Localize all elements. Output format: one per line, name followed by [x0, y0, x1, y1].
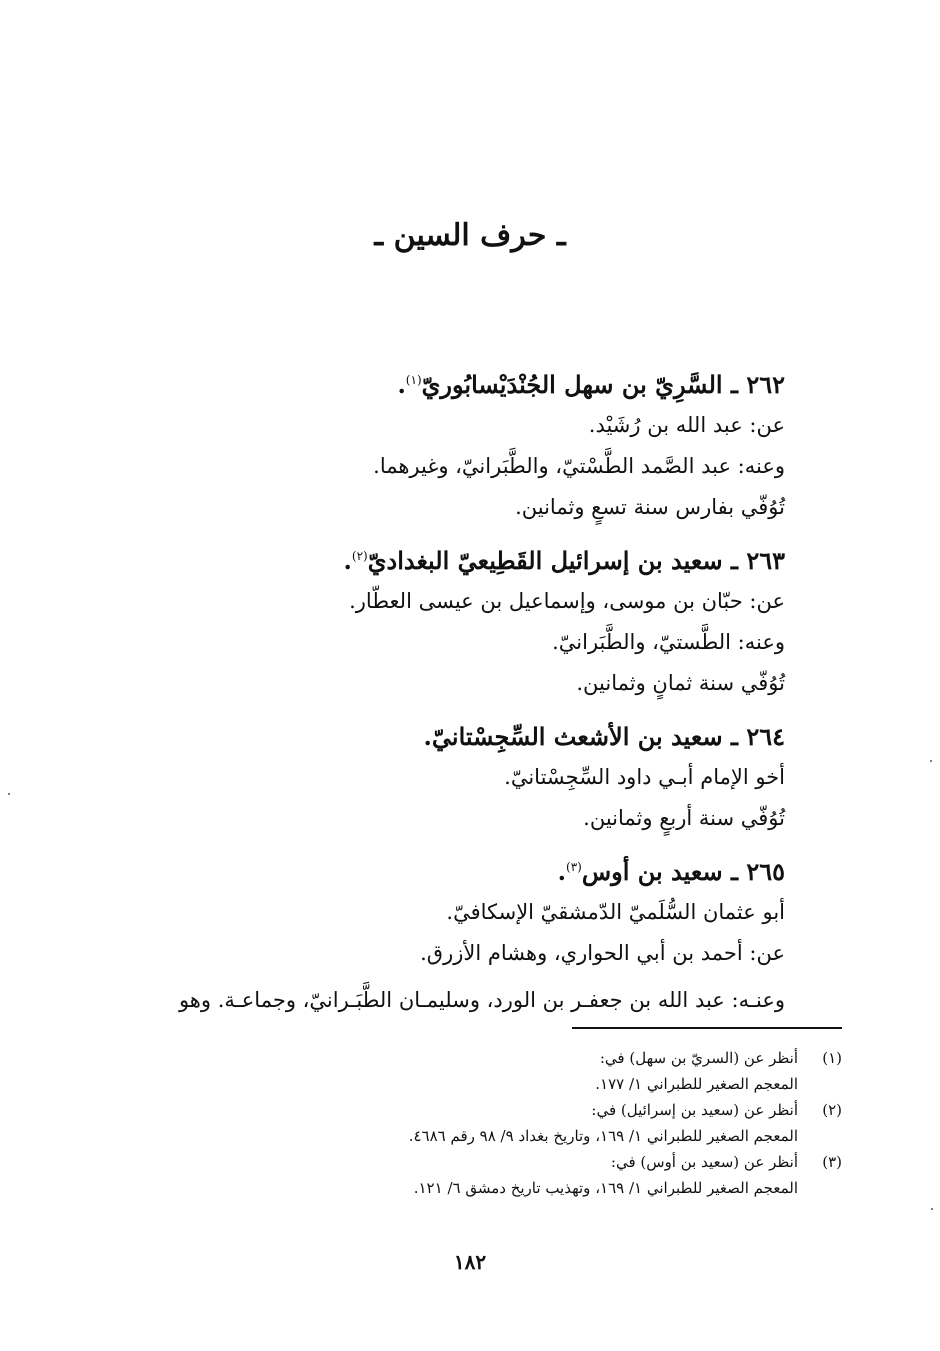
entry-heading [95, 536, 785, 581]
entry-263 [95, 536, 785, 704]
footnote-line: أنظر عن (سعيد بن إسرائيل) في: [591, 1101, 798, 1119]
entry-heading [95, 712, 785, 757]
footnote-number: (١) [822, 1049, 842, 1067]
footnote-1 [122, 1045, 842, 1097]
entry-line: وعنـه: عبد الله بن جعفـر بن الورد، وسليمـان الطَّبَـرانيّ، وجماعـة. وهو [178, 988, 785, 1012]
scan-speck [930, 760, 932, 762]
page-number: ١٨٢ [453, 1250, 487, 1274]
footnote-reference[interactable]: (١) [405, 373, 422, 387]
footnote-2 [122, 1097, 842, 1149]
entry-line: وعنه: عبد الصَّمد الطَّسْتيّ، والطَّبَرانيّ، وغيرهما. [373, 454, 785, 478]
footnote-number: (٢) [822, 1101, 842, 1119]
scan-speck [931, 1208, 933, 1210]
footnote-line: أنظر عن (سعيد بن أوس) في: [610, 1153, 798, 1171]
footnote-text [122, 1097, 798, 1149]
chapter-title: ـ حرف السين ـ [374, 218, 566, 253]
entries-body [95, 360, 785, 1029]
entry-heading [95, 847, 785, 892]
entry-heading-end: . [343, 546, 352, 575]
entry-line: وعنه: الطَّستيّ، والطَّبَرانيّ. [552, 630, 785, 654]
entry-264 [95, 712, 785, 839]
scan-speck [8, 793, 10, 795]
footnote-reference[interactable]: (٣) [566, 860, 582, 874]
entry-line: تُوُفّي سنة ثمانٍ وثمانين. [576, 671, 785, 695]
entry-heading-text: ٢٦٣ ـ سعيد بن إسرائيل القَطِيعيّ البغداديّ [367, 546, 785, 575]
footnote-text [122, 1045, 798, 1097]
footnote-line: المعجم الصغير للطبراني ١/ ١٦٩، وتاريخ بغداد ٩/ ٩٨ رقم ٤٦٨٦. [408, 1127, 798, 1145]
entry-line: أخو الإمام أبـي داود السِّجِسْتانيّ. [504, 765, 785, 789]
entry-262 [95, 360, 785, 528]
entry-heading-end: . [423, 722, 432, 751]
entry-heading-text: ٢٦٥ ـ سعيد بن أوس [581, 857, 785, 886]
footnote-separator [572, 1027, 842, 1029]
entry-265 [95, 847, 785, 1021]
entry-line: عن: حبّان بن موسى، وإسماعيل بن عيسى العطّار. [349, 589, 785, 613]
entry-line: تُوُفّي بفارس سنة تسعٍ وثمانين. [515, 495, 785, 519]
entry-heading [95, 360, 785, 405]
entry-line: أبو عثمان السُّلَميّ الدّمشقيّ الإسكافيّ. [446, 900, 785, 924]
entry-line: تُوُفّي سنة أربعٍ وثمانين. [583, 806, 785, 830]
footnotes [122, 1045, 842, 1201]
footnote-3 [122, 1149, 842, 1201]
footnote-line: المعجم الصغير للطبراني ١/ ١٧٧. [595, 1075, 798, 1093]
footnote-reference[interactable]: (٢) [351, 549, 368, 563]
entry-line: عن: أحمد بن أبي الحواري، وهشام الأزرق. [420, 941, 785, 965]
entry-heading-end: . [557, 857, 567, 886]
footnote-number: (٣) [822, 1153, 842, 1171]
entry-heading-end: . [397, 370, 406, 399]
entry-line: عن: عبد الله بن رُشَيْد. [588, 413, 785, 437]
footnote-line: أنظر عن (السريّ بن سهل) في: [599, 1049, 798, 1067]
footnote-line: المعجم الصغير للطبراني ١/ ١٦٩، وتهذيب تاريخ دمشق ٦/ ١٢١. [413, 1179, 798, 1197]
entry-heading-text: ٢٦٤ ـ سعيد بن الأشعث السِّجِسْتانيّ [431, 722, 785, 751]
footnote-text [122, 1149, 798, 1201]
entry-heading-text: ٢٦٢ ـ السَّرِيّ بن سهل الجُنْدَيْسابُوريّ [421, 370, 785, 399]
